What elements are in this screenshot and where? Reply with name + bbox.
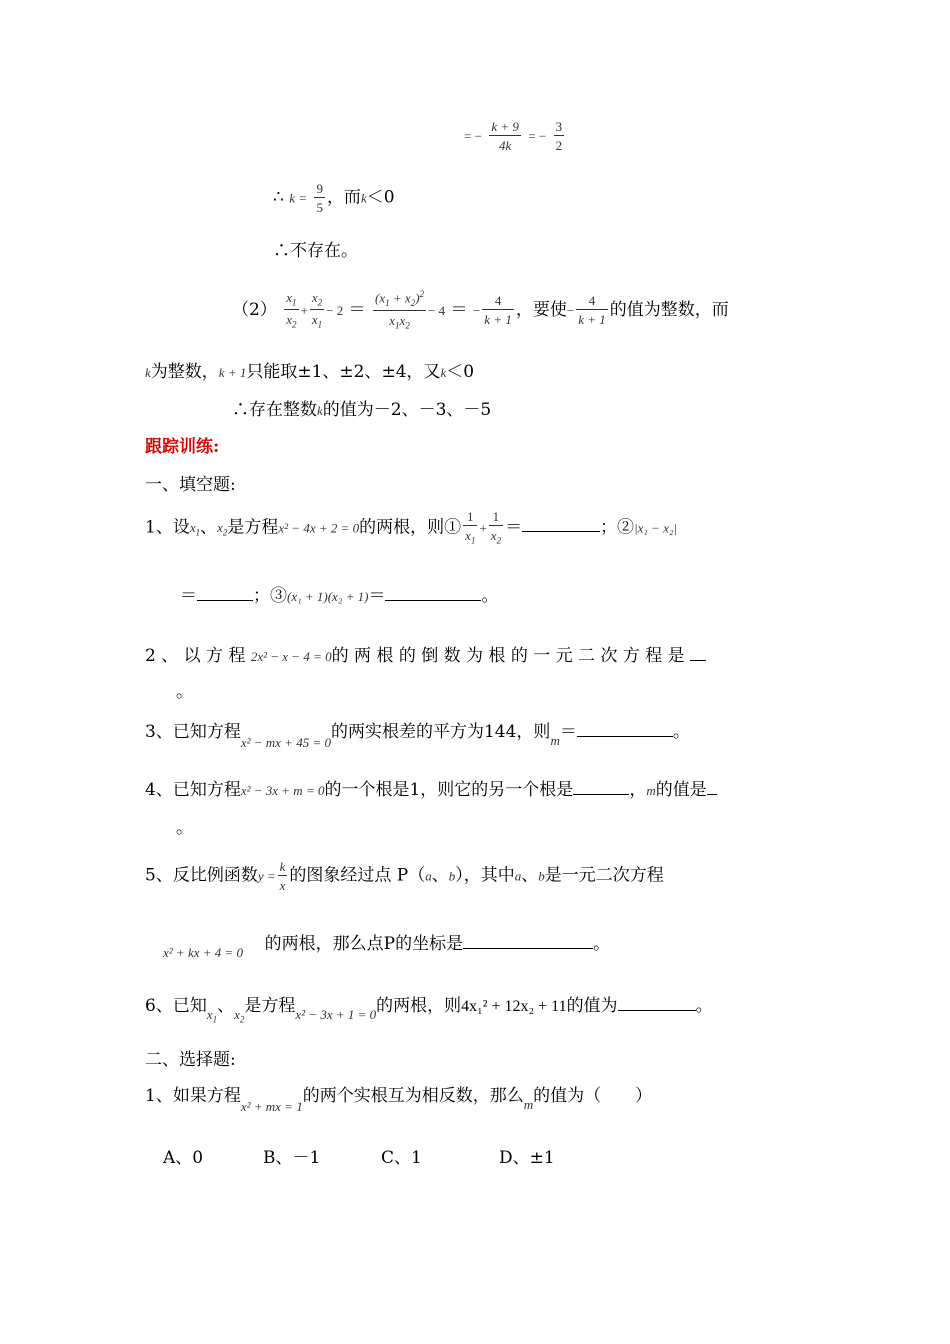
fill-question-1: 1、设$x_1$、$x_2$是方程x² − 4x + 2 = 0的两根，则① $\frac{1}{x_1}$ + $\frac{1}{x_2}$ ＝ ；②|x₁ − x₂|: [145, 509, 678, 546]
option-a[interactable]: A、0: [163, 1148, 204, 1168]
fill-question-3: 3、已知方程$_{x^2 - mx + 45 = 0}$的两实根差的平方为144，则$_m$＝ 。: [145, 722, 690, 750]
solution-part-2-line-2: k为整数，k + 1只能取±1、±2、±4，又k＜0: [145, 362, 475, 382]
answer-blank[interactable]: [385, 586, 481, 601]
choice-heading: 二、选择题:: [145, 1050, 236, 1070]
solution-line-3: ∴不存在。: [273, 241, 358, 261]
answer-blank[interactable]: [618, 996, 696, 1011]
fill-question-2-end: 。: [176, 682, 193, 702]
option-d[interactable]: D、±1: [499, 1148, 555, 1168]
choice-question-1: 1、如果方程$_{x^2 + mx = 1}$的两个实根互为相反数，那么$_m$的值为（ ）: [145, 1086, 653, 1114]
fill-question-4-end: 。: [176, 818, 193, 838]
solution-part-2: （2） $\frac{x_1}{x_2}$ + $\frac{x_2}{x_1}$ − 2 ＝ $\frac{(x_1 + x_2)^2}{x_1x_2}$ − 4 ＝ − $\frac{4}{k + 1}$ ，要使− $\frac{4}{k + 1}$ 的值为整数，而: [232, 289, 729, 331]
solution-line-1: = − $\frac{k + 9}{4k}$ = − $\frac{3}{2}$: [464, 119, 563, 153]
fill-question-5-cont: $_{x^2 + kx + 4 = 0}$ 的两根，那么点P的坐标是 。: [163, 934, 611, 960]
answer-blank[interactable]: [577, 722, 673, 737]
answer-blank[interactable]: [707, 780, 717, 795]
fill-question-5: 5、反比例函数y = $\frac{k}{x}$ 的图象经过点 P（a、b），其中a、b是一元二次方程: [145, 859, 664, 893]
fraction: $\frac{9}{5}$: [316, 181, 323, 215]
fill-heading: 一、填空题:: [145, 475, 236, 495]
answer-blank[interactable]: [522, 517, 600, 532]
solution-line-2: ∴ k = $\frac{9}{5}$ ，而k＜0: [273, 181, 395, 215]
fill-question-6: 6、已知$_{x_1}$、$_{x_2}$是方程$_{x^2 - 3x + 1 = 0}$的两根，则4x₁² + 12x₂ + 11的值为 。: [145, 996, 713, 1025]
fraction: $\frac{k + 9}{4k}$: [491, 119, 519, 153]
section-title: 跟踪训练:: [145, 437, 220, 457]
option-c[interactable]: C、1: [381, 1148, 422, 1168]
answer-blank[interactable]: [690, 646, 706, 661]
solution-conclusion: ∴存在整数k的值为－2、－3、－5: [232, 400, 492, 420]
math-expression: = −: [464, 128, 482, 144]
fill-question-4: 4、已知方程x² − 3x + m = 0的一个根是1，则它的另一个根是 ，m的值是: [145, 780, 717, 799]
answer-blank[interactable]: [573, 780, 629, 795]
fill-question-2: 2 、 以 方 程 2x² − x − 4 = 0的 两 根 的 倒 数 为 根 的 一 元 二 次 方 程 是: [145, 646, 706, 665]
option-b[interactable]: B、－1: [263, 1148, 321, 1168]
fraction: $\frac{3}{2}$: [555, 119, 563, 153]
answer-blank[interactable]: [463, 934, 593, 949]
answer-blank[interactable]: [197, 586, 253, 601]
fill-question-1-cont: ＝ ；③(x₁ + 1)(x₂ + 1)＝ 。: [180, 586, 499, 606]
